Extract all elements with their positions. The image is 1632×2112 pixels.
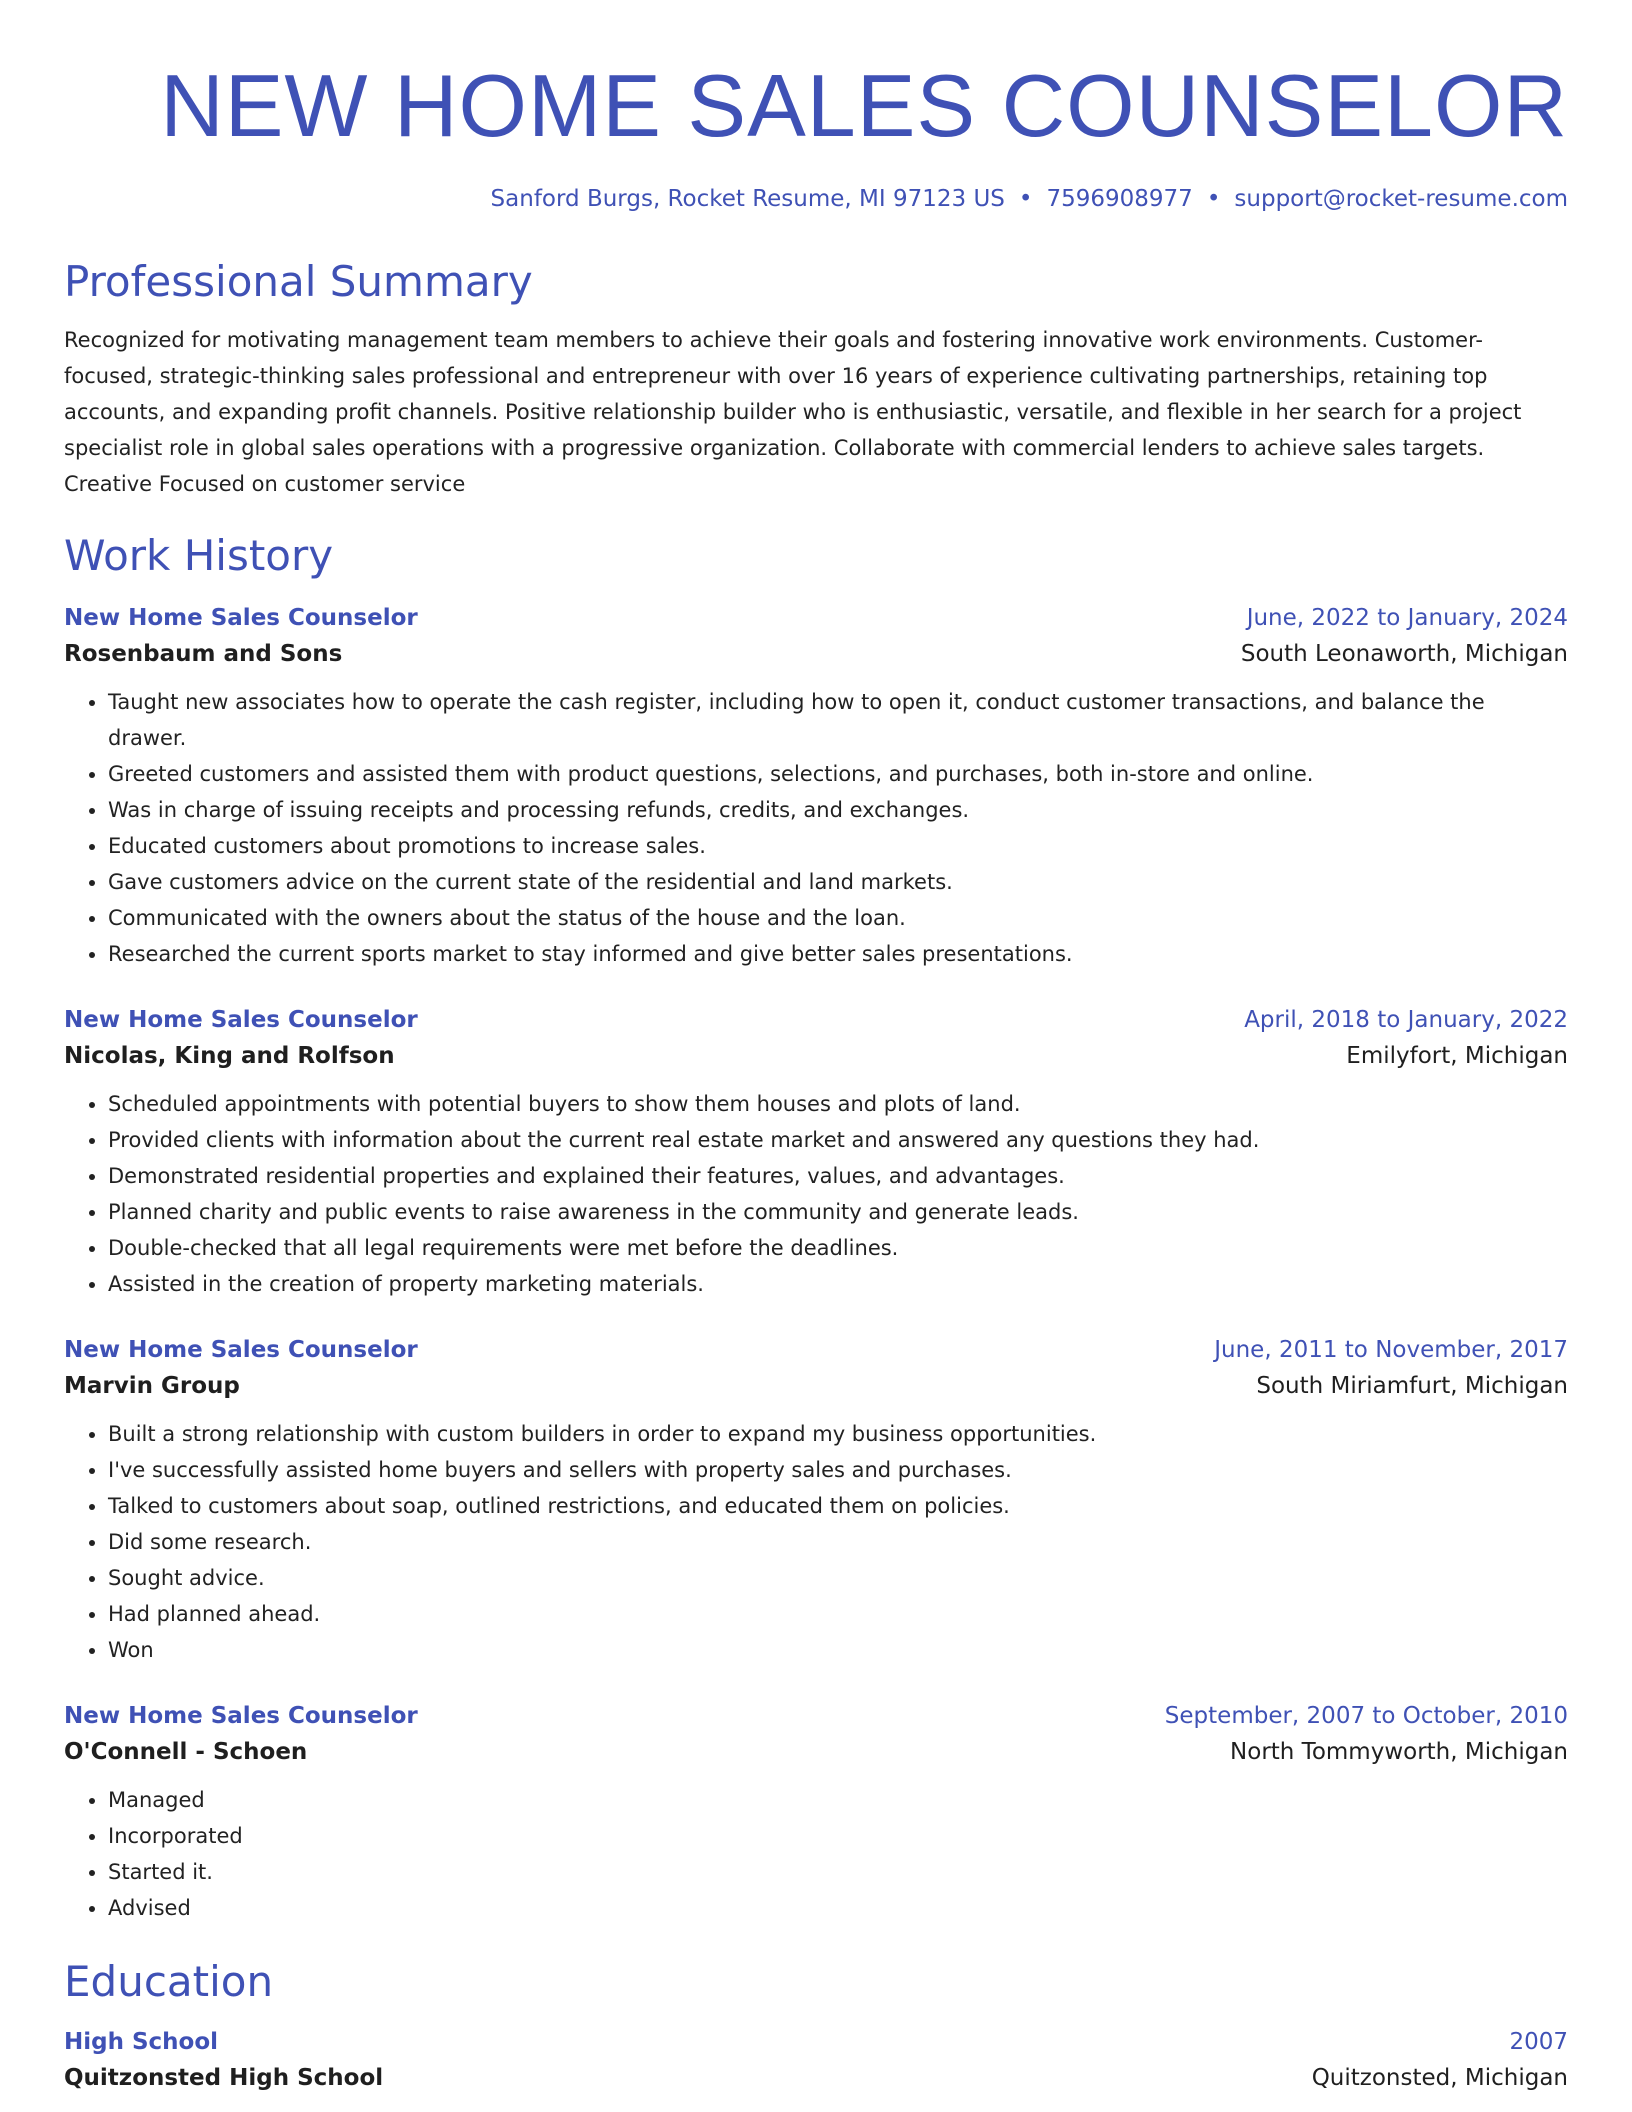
job-bullet: • Planned charity and public events to raise awareness in the community and generate leads. xyxy=(108,1194,1568,1230)
contact-email: support@rocket-resume.com xyxy=(1234,186,1568,212)
job-dates: April, 2018 to January, 2022 xyxy=(1244,1007,1568,1033)
job-bullet: • Demonstrated residential properties and explained their features, values, and advantages. xyxy=(108,1158,1568,1194)
contact-phone: 7596908977 xyxy=(1046,186,1193,212)
job-bullet: • Greeted customers and assisted them with product questions, selections, and purchases, both in-store and online. xyxy=(108,756,1568,792)
job-location: Emilyfort, Michigan xyxy=(1346,1043,1568,1069)
education-location: Quitzonsted, Michigan xyxy=(1311,2065,1568,2091)
job-company: Marvin Group xyxy=(64,1373,240,1399)
job-location: South Miriamfurt, Michigan xyxy=(1256,1373,1568,1399)
contact-separator: • xyxy=(1018,186,1033,212)
job-bullet: • Assisted in the creation of property marketing materials. xyxy=(108,1266,1568,1302)
job-bullet: • Sought advice. xyxy=(108,1560,1568,1596)
section-title-summary: Professional Summary xyxy=(64,257,533,306)
job-dates: June, 2011 to November, 2017 xyxy=(1214,1337,1568,1363)
job-company: Rosenbaum and Sons xyxy=(64,641,343,667)
job-title: New Home Sales Counselor xyxy=(64,605,418,631)
job-title: New Home Sales Counselor xyxy=(64,1337,418,1363)
job-entry xyxy=(64,1698,1568,1926)
job-title: New Home Sales Counselor xyxy=(64,1007,418,1033)
job-bullet: • Started it. xyxy=(108,1854,1568,1890)
job-bullet: • Advised xyxy=(108,1890,1568,1926)
job-bullet: • Educated customers about promotions to increase sales. xyxy=(108,828,1568,864)
job-bullet: • Provided clients with information about the current real estate market and answered any questions they had. xyxy=(108,1122,1568,1158)
job-bullet: • Had planned ahead. xyxy=(108,1596,1568,1632)
job-bullets xyxy=(64,1086,1568,1302)
summary-section xyxy=(64,256,1568,502)
education-entry xyxy=(64,2024,1568,2096)
section-title-education: Education xyxy=(64,1957,274,2006)
job-bullet: • Scheduled appointments with potential buyers to show them houses and plots of land. xyxy=(108,1086,1568,1122)
job-entry xyxy=(64,600,1568,972)
job-bullet: • Double-checked that all legal requirements were met before the deadlines. xyxy=(108,1230,1568,1266)
education-year: 2007 xyxy=(1509,2029,1568,2055)
job-dates: September, 2007 to October, 2010 xyxy=(1164,1703,1568,1729)
contact-line xyxy=(64,184,1568,214)
education-section xyxy=(64,1956,1568,2096)
job-bullets xyxy=(64,1782,1568,1926)
contact-address: Sanford Burgs, Rocket Resume, MI 97123 US xyxy=(490,186,1005,212)
job-bullet: • Taught new associates how to operate the cash register, including how to open it, conduct customer transactions, and balance the drawer. xyxy=(108,684,1568,756)
job-title: New Home Sales Counselor xyxy=(64,1703,418,1729)
job-bullet: • Won xyxy=(108,1632,1568,1668)
job-location: South Leonaworth, Michigan xyxy=(1240,641,1568,667)
job-bullet: • Built a strong relationship with custom builders in order to expand my business opportunities. xyxy=(108,1416,1568,1452)
job-bullet: • Researched the current sports market to stay informed and give better sales presentations. xyxy=(108,936,1568,972)
job-bullet: • Talked to customers about soap, outlined restrictions, and educated them on policies. xyxy=(108,1488,1568,1524)
job-bullet: • Incorporated xyxy=(108,1818,1568,1854)
section-title-work-history: Work History xyxy=(64,531,334,580)
summary-text: Recognized for motivating management team members to achieve their goals and fostering innovative work environments. Customer-focused, strategic-thinking sales professional and entrepreneur with over 16 years of experience cultivating partnerships, retaining top accounts, and expanding profit channels. Positive relationship builder who is enthusiastic, versatile, and flexible in her search for a project specialist role in global sales operations with a progressive organization. Collaborate with commercial lenders to achieve sales targets. Creative Focused on customer service xyxy=(64,328,1522,496)
job-bullet: • I've successfully assisted home buyers and sellers with property sales and purchases. xyxy=(108,1452,1568,1488)
job-company: O'Connell - Schoen xyxy=(64,1739,308,1765)
candidate-name: NEW HOME SALES COUNSELOR xyxy=(160,56,1568,155)
education-school: Quitzonsted High School xyxy=(64,2065,384,2091)
job-entry xyxy=(64,1002,1568,1302)
job-bullet: • Was in charge of issuing receipts and processing refunds, credits, and exchanges. xyxy=(108,792,1568,828)
contact-separator: • xyxy=(1206,186,1221,212)
job-entry xyxy=(64,1332,1568,1668)
education-degree: High School xyxy=(64,2029,219,2055)
job-company: Nicolas, King and Rolfson xyxy=(64,1043,395,1069)
job-bullets xyxy=(64,684,1568,972)
resume-header xyxy=(64,56,1568,214)
work-history-section xyxy=(64,530,1568,1926)
job-bullet: • Gave customers advice on the current state of the residential and land markets. xyxy=(108,864,1568,900)
job-bullet: • Communicated with the owners about the status of the house and the loan. xyxy=(108,900,1568,936)
job-bullets xyxy=(64,1416,1568,1668)
job-dates: June, 2022 to January, 2024 xyxy=(1246,605,1568,631)
job-bullet: • Did some research. xyxy=(108,1524,1568,1560)
job-location: North Tommyworth, Michigan xyxy=(1230,1739,1568,1765)
job-bullet: • Managed xyxy=(108,1782,1568,1818)
